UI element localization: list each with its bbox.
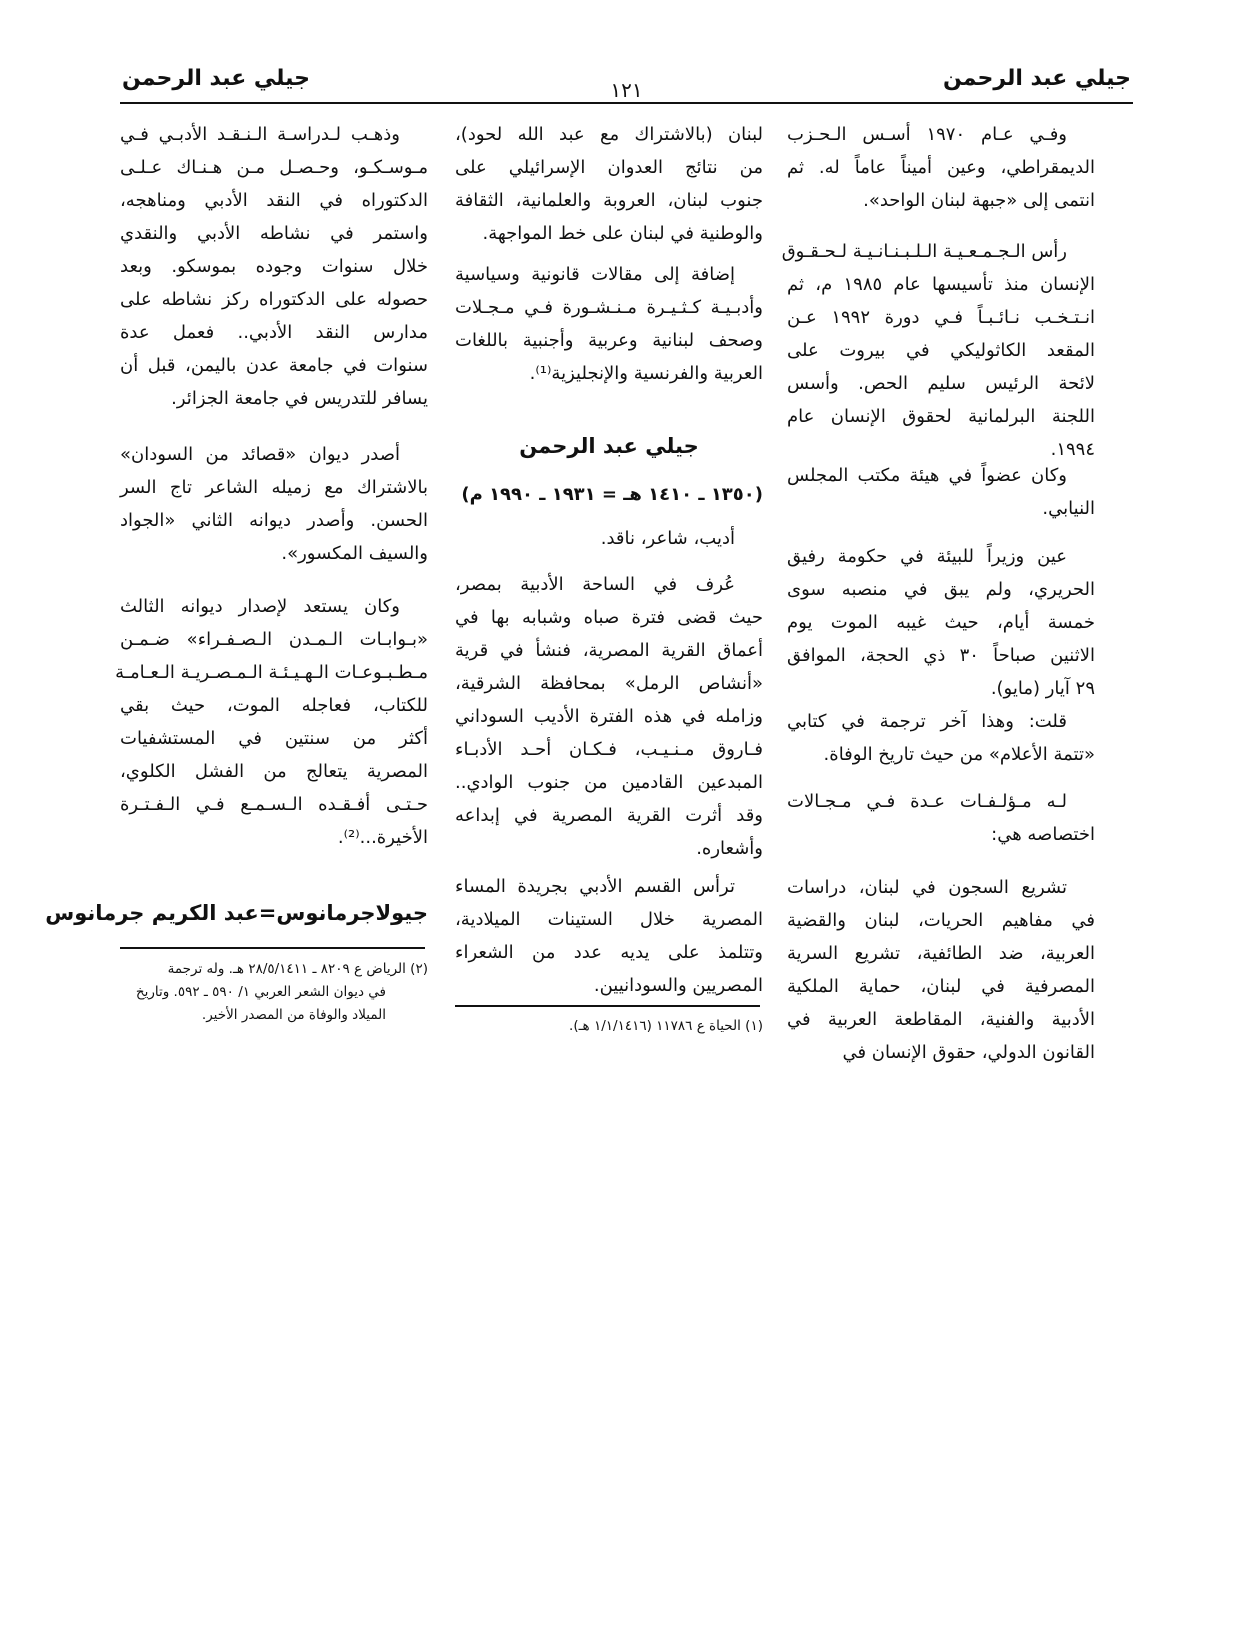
text-line: تشريع السجون في لبنان، دراسات <box>787 877 1067 898</box>
text-line: الحسن. وأصدر ديوانه الثاني «الجواد <box>120 510 428 531</box>
text-line: أصدر ديوان «قصائد من السودان» <box>120 444 400 465</box>
text-line: للكتاب، فعاجله الموت، حيث بقي <box>120 695 428 716</box>
text-line: مدارس النقد الأدبي.. فعمل عدة <box>120 322 428 343</box>
text-line: «بـوابـات الـمـدن الـصـفـراء» ضـمـن <box>120 629 428 650</box>
text-line: الأدبية والفنية، المقاطعة العربية في <box>787 1009 1095 1030</box>
paragraph <box>115 590 428 854</box>
paragraph <box>455 522 763 555</box>
text-line: جيولاجرمانوس=عبد الكريم جرمانوس <box>45 901 428 925</box>
text-line: الديمقراطي، وعين أميناً عاماً له. ثم <box>787 157 1095 178</box>
entry-title <box>45 897 428 930</box>
text-line: الإنسان منذ تأسيسها عام ١٩٨٥ م، ثم <box>787 274 1095 295</box>
paragraph <box>120 118 428 415</box>
paragraph <box>787 871 1095 1069</box>
text-line: ٢٩ آيار (مايو). <box>990 678 1095 699</box>
text-line: الاثنين صباحاً ٣٠ ذي الحجة، الموافق <box>787 645 1095 666</box>
text-line: «تتمة الأعلام» من حيث تاريخ الوفاة. <box>823 744 1095 765</box>
paragraph <box>787 540 1095 705</box>
text-line: وكان يستعد لإصدار ديوانه الثالث <box>120 596 400 617</box>
text-line: خمسة أيام، حيث غيبه الموت يوم <box>787 612 1095 633</box>
text-line: واستمر في نشاطه الأدبي والنقدي <box>120 223 428 244</box>
text-line: انتمى إلى «جبهة لبنان الواحد». <box>863 190 1095 211</box>
text-line: العربية والفرنسية والإنجليزية⁽¹⁾. <box>529 363 763 384</box>
text-line: فـاروق مـنـيـب، فـكـان أحـد الأدبـاء <box>455 739 763 760</box>
text-line: في مفاهيم الحريات، لبنان والقضية <box>787 910 1095 931</box>
text-line: جيلي عبد الرحمن <box>519 434 699 458</box>
text-line: الحريري، ولم يبق في منصبه سوى <box>787 579 1095 600</box>
text-line: العربية، ضد الطائفية، تشريع السرية <box>787 943 1095 964</box>
paragraph <box>455 118 763 250</box>
text-line: وزامله في هذه الفترة الأديب السوداني <box>455 706 763 727</box>
text-line: لبنان (بالاشتراك مع عبد الله لحود)، <box>455 124 763 145</box>
running-header-left: جيلي عبد الرحمن <box>122 66 310 91</box>
text-line: قلت: وهذا آخر ترجمة في كتابي <box>787 711 1067 732</box>
text-line: «أنشاص الرمل» بمحافظة الشرقية، <box>455 673 763 694</box>
paragraph <box>787 459 1095 525</box>
text-line: عُرف في الساحة الأدبية بمصر، <box>455 574 735 595</box>
footnote-line: في ديوان الشعر العربي ١/ ٥٩٠ ـ ٥٩٢. وتاريخ <box>135 984 386 1000</box>
text-line: من نتائج العدوان الإسرائيلي على <box>455 157 763 178</box>
text-line: الدكتوراه في النقد الأدبي ومناهجه، <box>120 190 428 211</box>
text-line: خلال سنوات وجوده بموسكو. وبعد <box>120 256 428 277</box>
text-line: سنوات في جامعة عدن باليمن، قبل أن <box>120 355 428 376</box>
text-line: وأشعاره. <box>696 838 763 859</box>
text-line: ترأس القسم الأدبي بجريدة المساء <box>455 876 735 897</box>
text-line: جنوب لبنان، العروبة والعلمانية، الثقافة <box>455 190 763 211</box>
paragraph <box>787 705 1095 771</box>
text-line: وتتلمذ على يديه عدد من الشعراء <box>455 942 763 963</box>
text-line: حـتـى أفـقـده الـسـمـع فـي الـفـتـرة <box>120 794 428 815</box>
text-line: مـوسـكـو، وحـصـل مـن هـنـاك عـلـى <box>120 157 428 178</box>
footnote-line: (٢) الرياض ع ٨٢٠٩ ـ ٢٨/٥/١٤١١ هـ. وله ترجمة <box>167 961 428 977</box>
footnote-1: (١) الحياة ع ١١٧٨٦ (١/١/١٤١٦ هـ). <box>569 1018 763 1034</box>
text-line: لائحة الرئيس سليم الحص. وأسس <box>787 373 1095 394</box>
text-line: والوطنية في لبنان على خط المواجهة. <box>482 223 763 244</box>
text-line: وكان عضواً في هيئة مكتب المجلس <box>787 465 1067 486</box>
text-line: والسيف المكسور». <box>281 543 428 564</box>
text-line: أكثر من سنتين في المستشفيات <box>120 728 428 749</box>
text-line: المقعد الكاثوليكي في بيروت على <box>787 340 1095 361</box>
text-line: إضافة إلى مقالات قانونية وسياسية <box>455 264 735 285</box>
text-line: عين وزيراً للبيئة في حكومة رفيق <box>787 546 1067 567</box>
text-line: ١٩٩٤. <box>1050 439 1095 460</box>
text-line: اللجنة البرلمانية لحقوق الإنسان عام <box>787 406 1095 427</box>
text-line: انـتـخـب نـائـبـاً فـي دورة ١٩٩٢ عـن <box>787 307 1095 328</box>
text-line: مـطـبـوعـات الـهـيـئـة الـمـصـريـة الـعـامـة <box>115 662 428 683</box>
footnote-2 <box>120 958 428 1027</box>
text-line: القانون الدولي، حقوق الإنسان في <box>842 1042 1095 1063</box>
paragraph <box>781 235 1095 466</box>
text-line: النيابي. <box>1042 498 1095 519</box>
page-number: ١٢١ <box>610 78 643 102</box>
text-line: المبدعين القادمين من جنوب الوادي.. <box>455 772 763 793</box>
entry-title <box>455 430 763 463</box>
text-line: أديب، شاعر، ناقد. <box>600 528 735 549</box>
footnote-rule-middle <box>455 1005 760 1007</box>
text-line: أعماق القرية المصرية، فنشأ في قرية <box>455 640 763 661</box>
paragraph <box>455 568 763 865</box>
text-line: حصوله على الدكتوراه ركز نشاطه على <box>120 289 428 310</box>
paragraph <box>787 785 1095 851</box>
paragraph <box>120 438 428 570</box>
text-line: وصحف لبنانية وعربية وأجنبية باللغات <box>455 330 763 351</box>
entry-dates <box>455 478 763 511</box>
footnote-rule-left <box>120 947 425 949</box>
text-line: الأخيرة...⁽²⁾. <box>337 827 428 848</box>
text-line: رأس الـجـمـعـيـة الـلـبـنـانـيـة لـحـقـوق <box>781 241 1067 262</box>
text-line: (١٣٥٠ ـ ١٤١٠ هـ = ١٩٣١ ـ ١٩٩٠ م) <box>461 484 763 505</box>
running-header-right: جيلي عبد الرحمن <box>943 66 1131 91</box>
text-line: حيث قضى فترة صباه وشبابه بها في <box>455 607 763 628</box>
text-line: المصرفية في لبنان، حماية الملكية <box>787 976 1095 997</box>
text-line: وفـي عـام ١٩٧٠ أسـس الـحـزب <box>787 124 1067 145</box>
footnote-line: الميلاد والوفاة من المصدر الأخير. <box>201 1007 386 1023</box>
paragraph <box>455 258 763 390</box>
text-line: المصرية يتعالج من الفشل الكلوي، <box>120 761 428 782</box>
paragraph <box>455 870 763 1002</box>
paragraph <box>787 118 1095 217</box>
text-line: اختصاصه هي: <box>991 824 1095 845</box>
text-line: وذهـب لـدراسـة الـنـقـد الأدبـي فـي <box>120 124 400 145</box>
text-line: وأدبـيـة كـثـيـرة مـنـشـورة فـي مـجـلات <box>455 297 763 318</box>
text-line: بالاشتراك مع زميله الشاعر تاج السر <box>120 477 428 498</box>
header-rule <box>120 102 1133 104</box>
text-line: وقد أثرت القرية المصرية في إبداعه <box>455 805 763 826</box>
text-line: المصرية خلال الستينات الميلادية، <box>455 909 763 930</box>
text-line: المصريين والسودانيين. <box>593 975 763 996</box>
text-line: لـه مـؤلـفـات عـدة فـي مـجـالات <box>787 791 1067 812</box>
text-line: يسافر للتدريس في جامعة الجزائر. <box>171 388 428 409</box>
